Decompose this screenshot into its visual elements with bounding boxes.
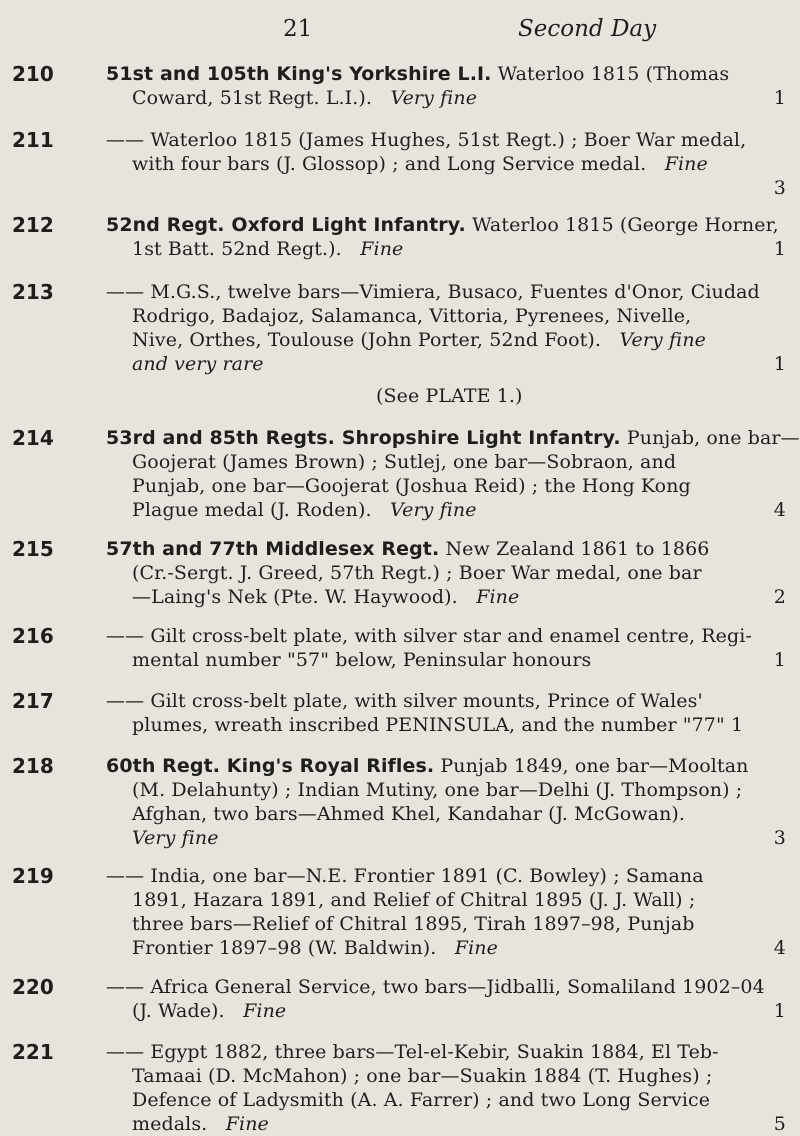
quantity: 4 [773, 499, 786, 521]
lot-text: Afghan, two bars—Ahmed Khel, Kandahar (J. McGowan). [132, 803, 686, 825]
lot-text: Gilt cross-belt plate, with silver star and enamel centre, Regi- [150, 625, 752, 647]
lot-number: 216 [12, 624, 54, 648]
page-header [0, 16, 800, 56]
quantity: 1 [773, 353, 786, 375]
lot-description [106, 624, 786, 672]
lot-text: Punjab 1849, one bar—Mooltan [440, 755, 749, 777]
condition: Very fine [132, 827, 219, 849]
page-number: 21 [283, 16, 313, 42]
lot-number: 210 [12, 62, 54, 86]
lot-number: 220 [12, 975, 54, 999]
lot-text: Frontier 1897–98 (W. Baldwin). [132, 937, 437, 959]
lot-description [106, 280, 786, 408]
quantity: 1 [773, 649, 786, 671]
condition: Very fine [390, 87, 478, 109]
lot-text: Coward, 51st Regt. L.I.). [132, 87, 373, 109]
lot-text: 1891, Hazara 1891, and Relief of Chitral 1895 (J. J. Wall) ; [132, 889, 696, 911]
lot-number: 212 [12, 213, 54, 237]
lot-text: three bars—Relief of Chitral 1895, Tirah 1897–98, Punjab [132, 913, 695, 935]
lot-text: Punjab, one bar—Goojerat (Joshua Reid) ; the Hong Kong [132, 475, 691, 497]
ditto-dash: —— [106, 129, 145, 151]
condition: Fine [225, 1113, 269, 1135]
lot-text: Gilt cross-belt plate, with silver mounts, Prince of Wales' [150, 690, 703, 712]
lot-description [106, 754, 786, 850]
quantity: 2 [773, 586, 786, 608]
lot-description [106, 537, 786, 609]
lot-description [106, 864, 786, 960]
regiment-heading: 53rd and 85th Regts. Shropshire Light Infantry. [106, 427, 621, 449]
regiment-heading: 57th and 77th Middlesex Regt. [106, 538, 440, 560]
lot-number: 217 [12, 689, 54, 713]
ditto-dash: —— [106, 865, 145, 887]
lot-text: Punjab, one bar— [626, 427, 800, 449]
lot-text: plumes, wreath inscribed PENINSULA, and the number "77" [132, 714, 725, 736]
running-title: Second Day [518, 16, 657, 42]
condition: Fine [243, 1000, 287, 1022]
quantity: 3 [773, 177, 786, 199]
ditto-dash: —— [106, 690, 145, 712]
lot-text: India, one bar—N.E. Frontier 1891 (C. Bowley) ; Samana [150, 865, 704, 887]
regiment-heading: 51st and 105th King's Yorkshire L.I. [106, 63, 492, 85]
lot-description [106, 62, 786, 110]
lot-text: with four bars (J. Glossop) ; and Long Service medal. [132, 153, 647, 175]
lot-description [106, 128, 786, 198]
plate-reference: (See PLATE 1.) [376, 385, 523, 407]
regiment-heading: 52nd Regt. Oxford Light Infantry. [106, 214, 466, 236]
lot-text: Waterloo 1815 (George Horner, [471, 214, 779, 236]
lot-text: Waterloo 1815 (Thomas [497, 63, 730, 85]
quantity: 1 [730, 714, 744, 736]
quantity: 1 [773, 1000, 786, 1022]
lot-description [106, 213, 786, 261]
quantity: 4 [773, 937, 786, 959]
lot-description [106, 426, 800, 522]
lot-number: 221 [12, 1040, 54, 1064]
lot-text: (M. Delahunty) ; Indian Mutiny, one bar—Delhi (J. Thompson) ; [132, 779, 743, 801]
lot-text: Egypt 1882, three bars—Tel-el-Kebir, Suakin 1884, El Teb- [150, 1041, 719, 1063]
lot-text: mental number "57" below, Peninsular honours [132, 649, 592, 671]
ditto-dash: —— [106, 281, 145, 303]
lot-text: —Laing's Nek (Pte. W. Haywood). [132, 586, 458, 608]
lot-number: 211 [12, 128, 54, 152]
lot-text: (J. Wade). [132, 1000, 225, 1022]
lot-number: 214 [12, 426, 54, 450]
lot-text: Nive, Orthes, Toulouse (John Porter, 52nd Foot). [132, 329, 602, 351]
lot-number: 215 [12, 537, 54, 561]
lot-text: Tamaai (D. McMahon) ; one bar—Suakin 1884 (T. Hughes) ; [132, 1065, 713, 1087]
quantity: 5 [773, 1113, 786, 1135]
lot-text: Goojerat (James Brown) ; Sutlej, one bar—Sobraon, and [132, 451, 677, 473]
quantity: 3 [773, 827, 786, 849]
lot-text: 1st Batt. 52nd Regt.). [132, 238, 342, 260]
lot-text: and very rare [132, 353, 264, 375]
regiment-heading: 60th Regt. King's Royal Rifles. [106, 755, 435, 777]
lot-number: 218 [12, 754, 54, 778]
lot-text: Defence of Ladysmith (A. A. Farrer) ; and two Long Service [132, 1089, 711, 1111]
lot-text: Rodrigo, Badajoz, Salamanca, Vittoria, Pyrenees, Nivelle, [132, 305, 692, 327]
lot-text: Waterloo 1815 (James Hughes, 51st Regt.) ; Boer War medal, [150, 129, 747, 151]
condition: Fine [360, 238, 404, 260]
lot-number: 213 [12, 280, 54, 304]
lot-number: 219 [12, 864, 54, 888]
lot-description [106, 1040, 786, 1136]
quantity: 1 [773, 238, 786, 260]
lot-description [106, 689, 786, 737]
ditto-dash: —— [106, 1041, 145, 1063]
ditto-dash: —— [106, 625, 145, 647]
lot-description [106, 975, 786, 1023]
lot-text: Plague medal (J. Roden). [132, 499, 372, 521]
lot-text: M.G.S., twelve bars—Vimiera, Busaco, Fuentes d'Onor, Ciudad [150, 281, 760, 303]
lot-text: medals. [132, 1113, 208, 1135]
condition: Fine [454, 937, 498, 959]
condition: Very fine [619, 329, 707, 351]
ditto-dash: —— [106, 976, 145, 998]
quantity: 1 [773, 87, 786, 109]
condition: Very fine [390, 499, 477, 521]
condition: Fine [476, 586, 520, 608]
lot-text: Africa General Service, two bars—Jidballi, Somaliland 1902–04 [150, 976, 765, 998]
lot-text: New Zealand 1861 to 1866 [445, 538, 710, 560]
lot-text: (Cr.-Sergt. J. Greed, 57th Regt.) ; Boer War medal, one bar [132, 562, 702, 584]
condition: Fine [664, 153, 708, 175]
